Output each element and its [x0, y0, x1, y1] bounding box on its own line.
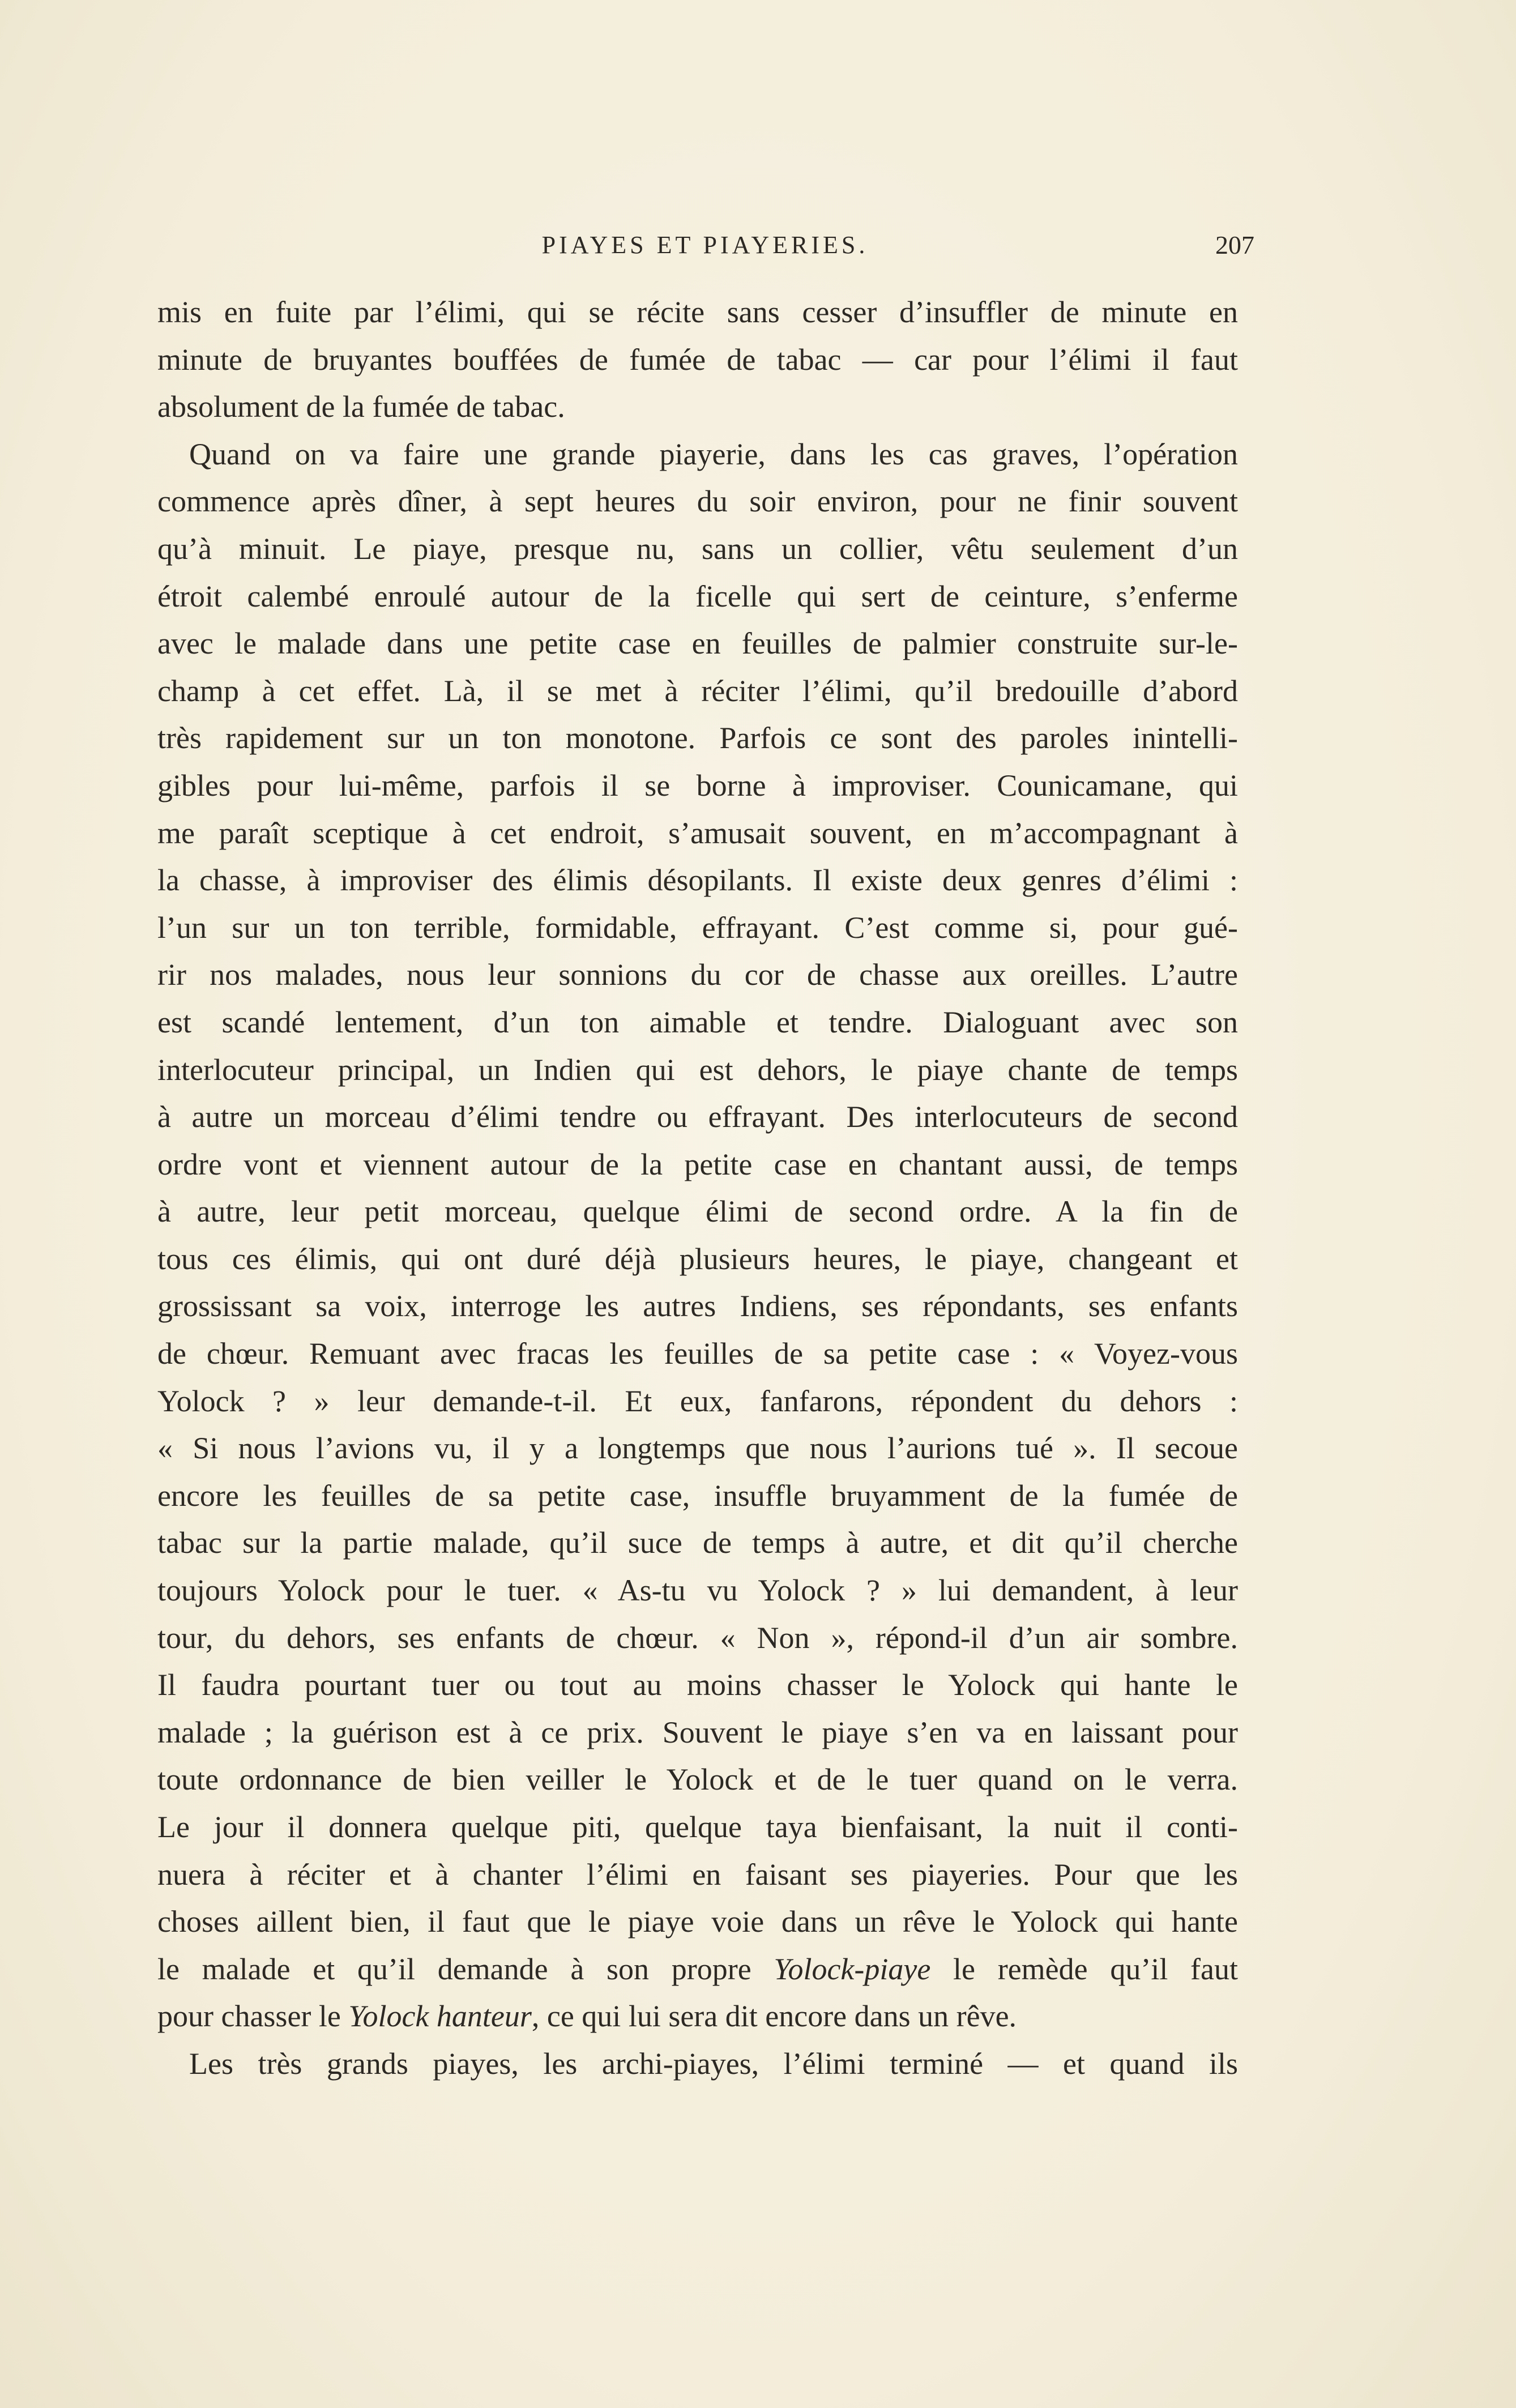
paragraph-first-line: Quand on va faire une grande piayerie, dans les cas graves, l’opération [189, 437, 1238, 471]
paragraph-first-line: Les très grands piayes, les archi-piayes, l’élimi terminé — et quand ils [189, 2046, 1238, 2081]
italic-term: Yolock-piaye [774, 1952, 931, 1986]
text-line: interlocuteur principal, un Indien qui est dehors, le piaye chante de temps [157, 1052, 1238, 1087]
italic-term: Yolock hanteur [348, 1999, 532, 2034]
text-line: l’un sur un ton terrible, formidable, effrayant. C’est comme si, pour gué- [157, 910, 1238, 945]
text-line: encore les feuilles de sa petite case, insuffle bruyamment de la fumée de [157, 1478, 1238, 1513]
page-number: 207 [1215, 230, 1254, 259]
text-line: gibles pour lui-même, parfois il se borne à improviser. Counicamane, qui [157, 768, 1238, 802]
text-line: Il faudra pourtant tuer ou tout au moins chasser le Yolock qui hante le [157, 1668, 1238, 1702]
text-line: tous ces élimis, qui ont duré déjà plusieurs heures, le piaye, changeant et [157, 1241, 1238, 1276]
text-line: absolument de la fumée de tabac. [157, 390, 565, 424]
text-line: de chœur. Remuant avec fracas les feuilles de sa petite case : « Voyez-vous [157, 1337, 1238, 1371]
text-line: avec le malade dans une petite case en feuilles de palmier construite sur-le- [157, 626, 1238, 661]
text-line: qu’à minuit. Le piaye, presque nu, sans un collier, vêtu seulement d’un [157, 531, 1238, 566]
text-line: à autre un morceau d’élimi tendre ou effrayant. Des interlocuteurs de second [157, 1100, 1238, 1134]
text-line: la chasse, à improviser des élimis désopilants. Il existe deux genres d’élimi : [157, 863, 1238, 898]
text-line: champ à cet effet. Là, il se met à réciter l’élimi, qu’il bredouille d’abord [157, 673, 1238, 708]
text-run: pour chasser le [157, 1999, 349, 2034]
text-line-with-italic [157, 1993, 1238, 2040]
text-line: rir nos malades, nous leur sonnions du cor de chasse aux oreilles. L’autre [157, 958, 1238, 992]
text-line: tabac sur la partie malade, qu’il suce de temps à autre, et dit qu’il cherche [157, 1526, 1238, 1560]
text-line: commence après dîner, à sept heures du soir environ, pour ne finir souvent [157, 484, 1238, 519]
text-run: le malade et qu’il demande à son propre [157, 1952, 774, 1986]
running-title: PIAYES ET PIAYERIES. [541, 231, 869, 259]
text-line: nuera à réciter et à chanter l’élimi en faisant ses piayeries. Pour que les [157, 1857, 1238, 1892]
text-line: « Si nous l’avions vu, il y a longtemps que nous l’aurions tué ». Il secoue [157, 1431, 1238, 1466]
text-line: me paraît sceptique à cet endroit, s’amusait souvent, en m’accompagnant à [157, 816, 1238, 850]
text-run: le remède qu’il faut [930, 1952, 1238, 1986]
text-line: tour, du dehors, ses enfants de chœur. « Non », répond-il d’un air sombre. [157, 1620, 1238, 1655]
text-line: Yolock ? » leur demande-t-il. Et eux, fanfarons, répondent du dehors : [157, 1384, 1238, 1418]
running-header [156, 225, 1254, 265]
text-line: toute ordonnance de bien veiller le Yolock et de le tuer quand on le verra. [157, 1762, 1238, 1797]
text-line: Le jour il donnera quelque piti, quelque taya bienfaisant, la nuit il conti- [157, 1810, 1238, 1844]
text-run: , ce qui lui sera dit encore dans un rêve. [531, 1999, 1017, 2034]
text-line: toujours Yolock pour le tuer. « As-tu vu Yolock ? » lui demandent, à leur [157, 1573, 1238, 1608]
text-line: très rapidement sur un ton monotone. Parfois ce sont des paroles inintelli- [157, 721, 1238, 755]
text-line: grossissant sa voix, interroge les autres Indiens, ses répondants, ses enfants [157, 1289, 1238, 1323]
text-line: est scandé lentement, d’un ton aimable et tendre. Dialoguant avec son [157, 1005, 1238, 1039]
text-line: ordre vont et viennent autour de la petite case en chantant aussi, de temps [157, 1147, 1238, 1181]
body-text [157, 289, 1238, 2088]
text-line: malade ; la guérison est à ce prix. Souvent le piaye s’en va en laissant pour [157, 1715, 1238, 1749]
text-line-with-italic [157, 1946, 1238, 1993]
text-line: choses aillent bien, il faut que le piaye voie dans un rêve le Yolock qui hante [157, 1905, 1238, 1939]
text-line: minute de bruyantes bouffées de fumée de tabac — car pour l’élimi il faut [157, 342, 1238, 377]
text-line: à autre, leur petit morceau, quelque élimi de second ordre. A la fin de [157, 1194, 1238, 1229]
text-line: étroit calembé enroulé autour de la ficelle qui sert de ceinture, s’enferme [157, 579, 1238, 613]
text-line: mis en fuite par l’élimi, qui se récite sans cesser d’insuffler de minute en [157, 295, 1238, 329]
